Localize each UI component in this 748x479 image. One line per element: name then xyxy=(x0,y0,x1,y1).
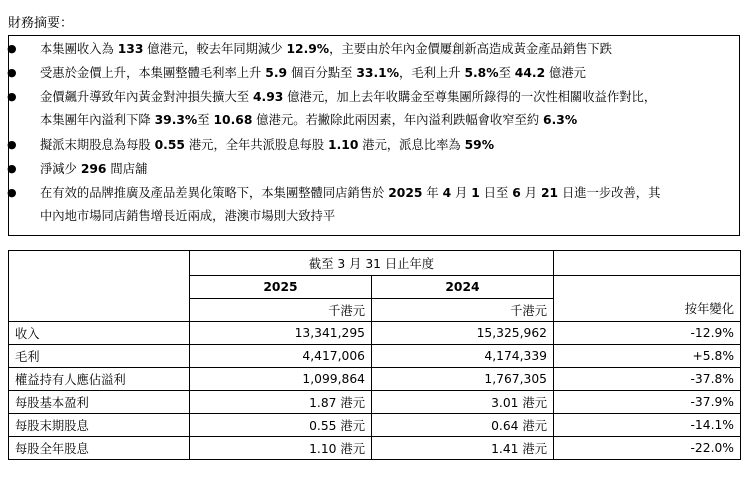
bold-figure: 21 xyxy=(540,186,559,200)
table-row xyxy=(9,437,741,460)
yoy-change: -37.8% xyxy=(554,368,741,391)
value-2025: 1,099,864 xyxy=(190,368,372,391)
bold-figure: 296 xyxy=(80,162,107,176)
row-label: 每股末期股息 xyxy=(9,414,190,437)
bold-figure: 44.2 xyxy=(514,66,546,80)
change-header: 按年變化 xyxy=(554,276,741,322)
text-run: 受惠於金價上升，本集團整體毛利率上升 xyxy=(40,66,266,80)
row-label: 毛利 xyxy=(9,345,190,368)
text-run: 億港元 xyxy=(545,66,586,80)
text-run: 個百分點至 xyxy=(287,66,357,80)
bullet-text xyxy=(40,182,726,228)
bullet-text xyxy=(40,158,726,181)
bold-figure: 4 xyxy=(442,186,452,200)
text-run: 至 xyxy=(498,66,515,80)
bullet-icon: ● xyxy=(7,162,17,175)
bold-figure: 6 xyxy=(512,186,521,200)
year-2025-header: 2025 xyxy=(190,276,372,299)
yoy-change: -22.0% xyxy=(554,437,741,460)
summary-heading: 財務摘要： xyxy=(8,16,74,31)
value-2025: 4,417,006 xyxy=(190,345,372,368)
value-2024: 15,325,962 xyxy=(372,322,554,345)
year-2024-header: 2024 xyxy=(372,276,554,299)
text-run: 億港元，較去年同期減少 xyxy=(143,42,287,56)
text-run: 年 xyxy=(422,186,443,200)
unit-2025: 千港元 xyxy=(190,299,372,322)
value-2024: 0.64 港元 xyxy=(372,414,554,437)
text-run: 本集團收入為 xyxy=(40,42,118,56)
bullet-icon: ● xyxy=(7,42,17,55)
value-2025: 0.55 港元 xyxy=(190,414,372,437)
financial-table xyxy=(8,250,741,460)
bold-figure: 2025 xyxy=(388,186,423,200)
bold-figure: 5.8% xyxy=(464,66,499,80)
bullet-icon: ● xyxy=(7,66,17,79)
row-label: 權益持有人應佔溢利 xyxy=(9,368,190,391)
text-run: ，毛利上升 xyxy=(399,66,465,80)
text-run: 月 xyxy=(451,186,472,200)
row-label: 每股全年股息 xyxy=(9,437,190,460)
text-run: 億港元，加上去年收購金至尊集團所錄得的一次性相關收益作對比， xyxy=(283,90,657,104)
bold-figure: 10.68 xyxy=(213,113,253,127)
value-2025: 13,341,295 xyxy=(190,322,372,345)
bold-figure: 1.10 xyxy=(328,138,359,152)
text-run: 月 xyxy=(520,186,541,200)
blank-header-cell xyxy=(554,251,741,276)
text-run: 港元，派息比率為 xyxy=(358,138,465,152)
value-2025: 1.10 港元 xyxy=(190,437,372,460)
text-run: 中內地市場同店銷售增長近兩成，港澳市場則大致持平 xyxy=(40,209,336,223)
bold-figure: 133 xyxy=(117,42,144,56)
table-row xyxy=(9,414,741,437)
text-run: 擬派末期股息為每股 xyxy=(40,138,155,152)
text-run: ，主要由於年內金價屢創新高造成黃金產品銷售下跌 xyxy=(329,42,612,56)
bold-figure: 39.3% xyxy=(154,113,198,127)
text-run: 億港元。若撇除此兩因素，年內溢利跌幅會收窄至約 xyxy=(252,113,544,127)
value-2024: 1.41 港元 xyxy=(372,437,554,460)
bold-figure: 1 xyxy=(471,186,480,200)
bold-figure: 59% xyxy=(464,138,495,152)
yoy-change: -12.9% xyxy=(554,322,741,345)
text-run: 本集團年內溢利下降 xyxy=(40,113,155,127)
bullet-text xyxy=(40,134,726,157)
bullet-text xyxy=(40,62,726,85)
value-2024: 4,174,339 xyxy=(372,345,554,368)
yoy-change: -14.1% xyxy=(554,414,741,437)
yoy-change: +5.8% xyxy=(554,345,741,368)
value-2025: 1.87 港元 xyxy=(190,391,372,414)
value-2024: 1,767,305 xyxy=(372,368,554,391)
bold-figure: 6.3% xyxy=(543,113,578,127)
table-row xyxy=(9,391,741,414)
bold-figure: 0.55 xyxy=(154,138,185,152)
bullet-text xyxy=(40,38,726,61)
text-run: 至 xyxy=(197,113,214,127)
table-row xyxy=(9,322,741,345)
row-label: 收入 xyxy=(9,322,190,345)
unit-2024: 千港元 xyxy=(372,299,554,322)
row-label: 每股基本盈利 xyxy=(9,391,190,414)
bold-figure: 12.9% xyxy=(286,42,330,56)
value-2024: 3.01 港元 xyxy=(372,391,554,414)
bullet-icon: ● xyxy=(7,90,17,103)
bullet-icon: ● xyxy=(7,138,17,151)
bullet-text xyxy=(40,86,726,132)
text-run: 淨減少 xyxy=(40,162,81,176)
text-run: 港元，全年共派股息每股 xyxy=(184,138,329,152)
text-run: 在有效的品牌推廣及產品差異化策略下，本集團整體同店銷售於 xyxy=(40,186,389,200)
yoy-change: -37.9% xyxy=(554,391,741,414)
bold-figure: 33.1% xyxy=(356,66,400,80)
table-row xyxy=(9,368,741,391)
text-run: 日進一步改善，其 xyxy=(558,186,661,200)
text-run: 日至 xyxy=(479,186,513,200)
table-corner-cell xyxy=(9,251,190,322)
bold-figure: 5.9 xyxy=(265,66,288,80)
period-header: 截至 3 月 31 日止年度 xyxy=(190,251,554,276)
bullet-icon: ● xyxy=(7,186,17,199)
text-run: 間店舖 xyxy=(106,162,148,176)
text-run: 金價飆升導致年內黃金對沖損失擴大至 xyxy=(40,90,253,104)
bold-figure: 4.93 xyxy=(252,90,284,104)
table-row xyxy=(9,345,741,368)
